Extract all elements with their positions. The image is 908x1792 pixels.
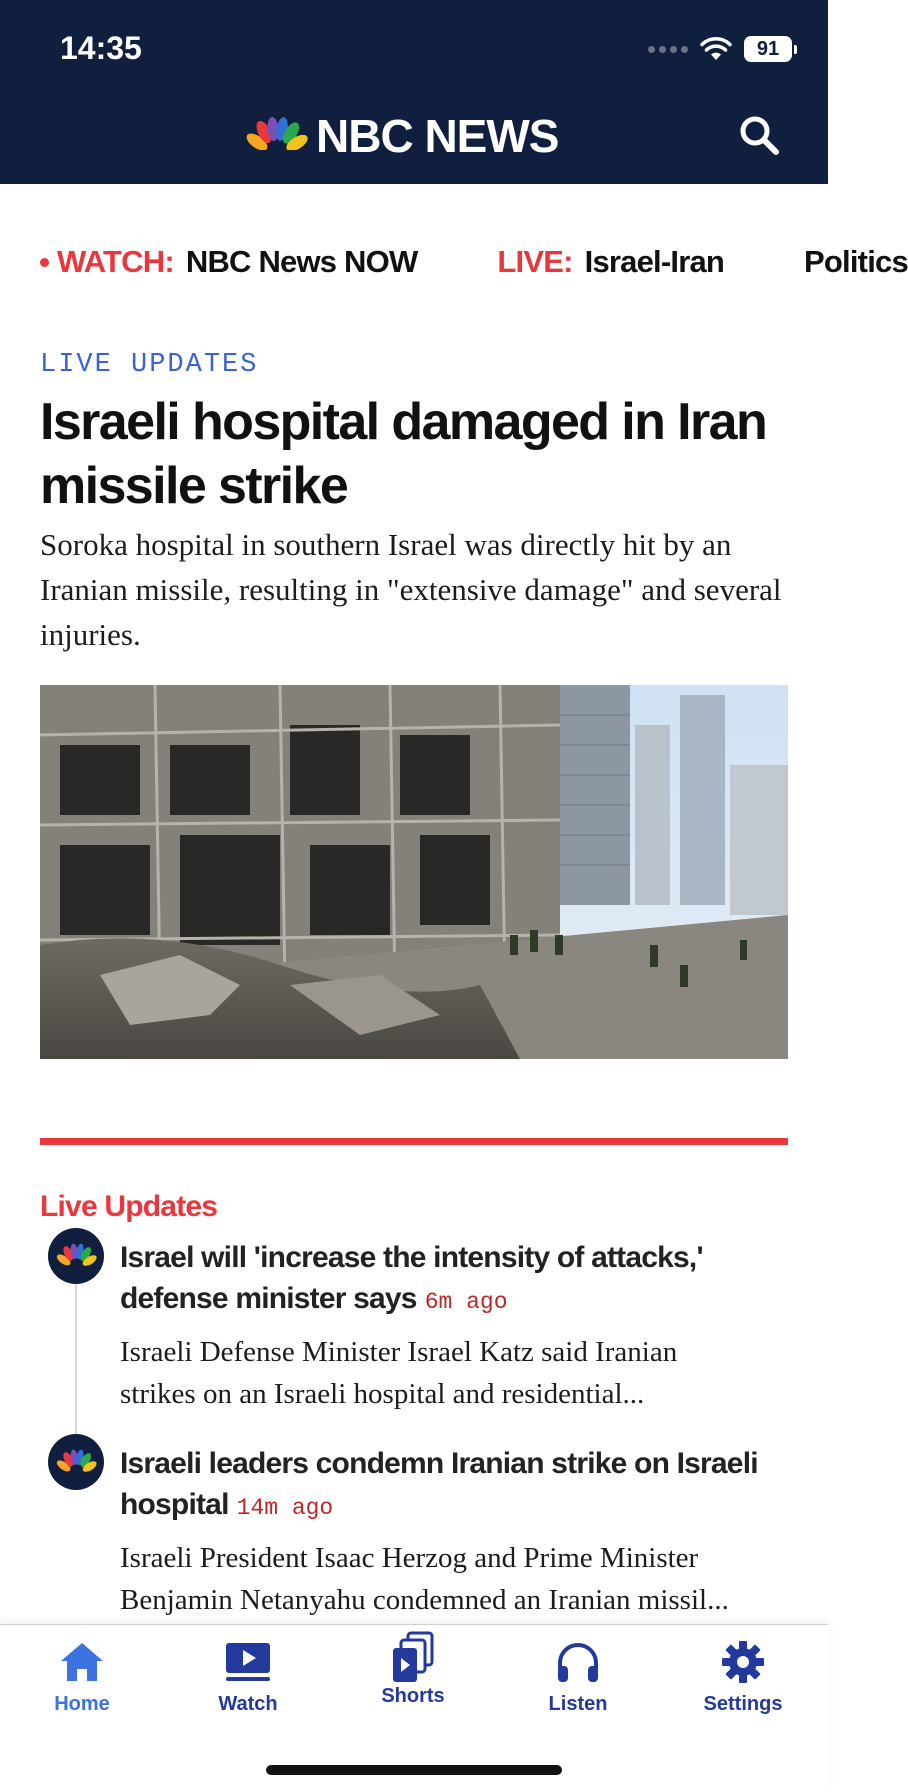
lead-kicker: LIVE UPDATES [40,350,259,380]
ticker-kicker: WATCH: [57,244,174,279]
section-divider [40,1138,788,1145]
headphones-icon [553,1639,603,1685]
tab-label: Settings [703,1693,783,1715]
lead-headline[interactable]: Israeli hospital damaged in Iran missile strike [40,393,767,515]
peacock-icon [56,1243,96,1269]
search-button[interactable] [734,110,784,160]
tab-label: Watch [218,1693,278,1715]
lead-image[interactable] [40,685,788,1059]
update-body [120,1537,800,1621]
tab-watch[interactable] [183,1639,313,1739]
ticker-topic: NBC News NOW [185,244,418,279]
ticker-topic: Politics [804,244,908,279]
ticker-topic: Israel-Iran [584,244,725,279]
tab-label: Home [54,1693,110,1715]
ticker-item-watch[interactable] [40,244,417,280]
damaged-building-photo [40,685,788,1059]
ticker-item-live[interactable] [497,244,724,280]
update-body [120,1331,800,1415]
update-timestamp: 14m ago [236,1495,334,1521]
update-timestamp: 6m ago [424,1289,508,1315]
ticker-kicker: LIVE: [497,244,573,279]
nbc-peacock-avatar [48,1434,104,1490]
tab-shorts[interactable] [348,1639,478,1739]
live-updates-title: Live Updates [40,1190,218,1223]
status-time: 14:35 [60,30,142,66]
update-body-line: Israeli Defense Minister Israel Katz said Iranian [120,1336,678,1368]
ticker-item-politics[interactable] [804,244,908,280]
topic-ticker [0,224,908,300]
home-indicator[interactable] [266,1765,562,1775]
update-body-line: Benjamin Netanyahu condemned an Iranian missil... [120,1584,729,1616]
lead-dek: Soroka hospital in southern Israel was directly hit by an Iranian missile, resulting in "extensive damage" and several injuries. [40,527,782,652]
update-body-line: strikes on an Israeli hospital and residential... [120,1378,645,1410]
update-body-line: Israeli President Isaac Herzog and Prime Minister [120,1542,699,1574]
tab-home[interactable] [17,1639,147,1739]
app-header [0,0,828,184]
video-icon [223,1639,273,1685]
gear-icon [718,1639,768,1685]
logo-text: NBC NEWS [316,110,559,162]
status-icons [648,34,792,64]
battery-indicator: 91 [744,36,792,62]
timeline-line [75,1260,77,1440]
peacock-icon [246,116,306,156]
tab-label: Listen [548,1693,608,1715]
peacock-icon [56,1449,96,1475]
tab-listen[interactable] [513,1639,643,1739]
update-title-text: Israeli leaders condemn Iranian strike on Israeli hospital [120,1447,758,1521]
update-title-text: Israel will 'increase the intensity of attacks,' defense minister says [120,1241,703,1315]
tab-label: Shorts [381,1685,445,1707]
tab-settings[interactable] [678,1639,808,1739]
wifi-icon [700,36,732,62]
update-title[interactable] [120,1237,790,1323]
shorts-icon [388,1631,438,1685]
live-dot-icon [40,258,49,267]
update-title[interactable] [120,1443,790,1529]
nbc-news-logo[interactable] [246,108,558,164]
home-icon [57,1639,107,1685]
cellular-signal-icon [648,46,688,53]
search-icon [737,113,781,157]
nbc-peacock-avatar [48,1228,104,1284]
